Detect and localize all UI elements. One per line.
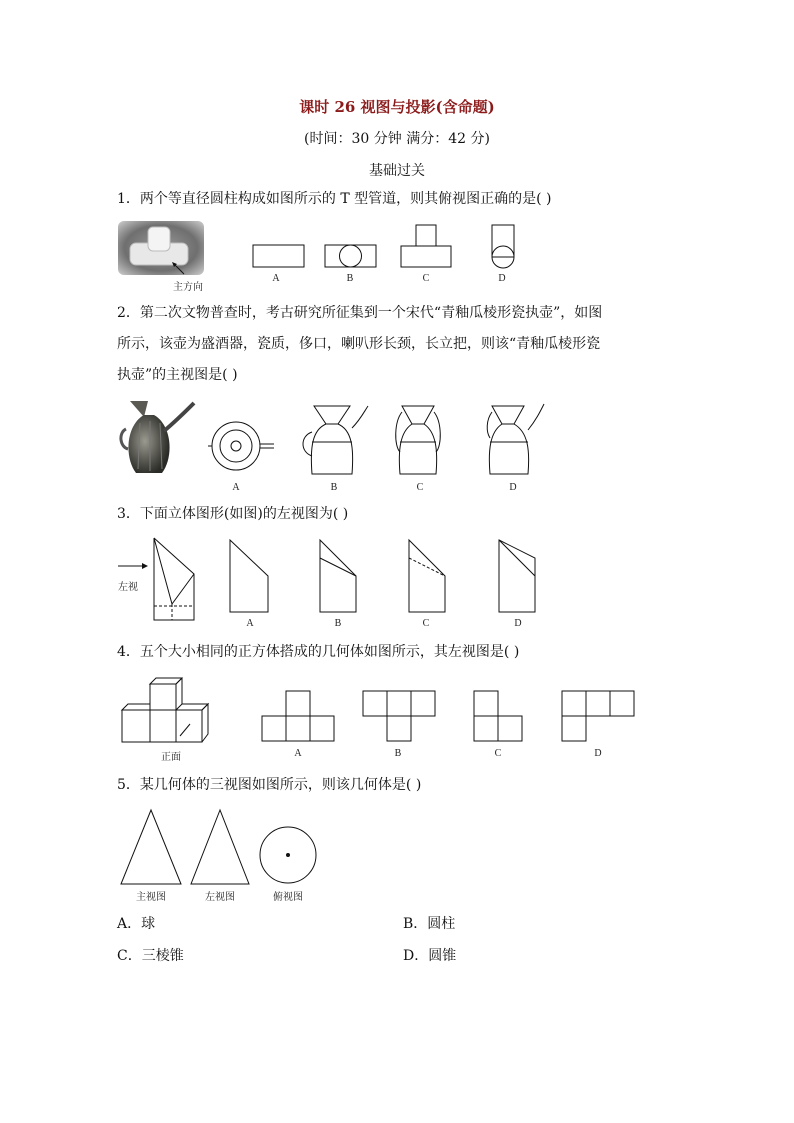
ewer-photo — [118, 397, 198, 477]
question-2-text — [117, 298, 687, 391]
q5-front-view-figure — [118, 808, 184, 886]
q1-option-d-figure — [488, 222, 518, 272]
q2-option-a-figure — [204, 418, 280, 474]
q5-answer-a: A．球 — [117, 916, 156, 932]
main-direction-label: 主方向 — [173, 282, 203, 293]
q3-option-b-label: B — [334, 618, 342, 629]
q3-option-a-figure — [226, 536, 272, 616]
q3-option-c-label: C — [422, 618, 430, 629]
q4-option-c-figure — [470, 688, 526, 744]
top-view-label: 俯视图 — [273, 892, 303, 903]
q2-option-a-label: A — [232, 482, 240, 493]
q5-top-view-figure — [258, 826, 320, 888]
q3-solid-figure — [148, 534, 208, 626]
q5-answer-c: C．三棱锥 — [117, 948, 184, 964]
page-title: 课时 26 视图与投影(含命题) — [299, 98, 495, 116]
q3-option-d-figure — [495, 536, 541, 616]
question-4-text: 4．五个大小相同的正方体搭成的几何体如图所示，其左视图是( ) — [117, 644, 520, 660]
question-2-line-1: 2．第二次文物普查时，考古研究所征集到一个宋代“青釉瓜棱形瓷执壶”，如图 — [117, 305, 603, 321]
q4-cubes-figure — [118, 676, 214, 746]
q1-option-a-figure — [250, 242, 310, 270]
t-pipe-photo — [118, 221, 204, 275]
q2-option-b-label: B — [330, 482, 338, 493]
t-pipe-drawing — [118, 221, 204, 275]
q4-option-d-figure — [558, 688, 638, 744]
q2-option-c-label: C — [416, 482, 424, 493]
q4-option-a-label: A — [294, 748, 302, 759]
page-subtitle: (时间：30 分钟 满分：42 分) — [304, 131, 490, 147]
q4-option-b-label: B — [394, 748, 402, 759]
front-view-label: 主视图 — [136, 892, 166, 903]
q2-option-d-label: D — [509, 482, 517, 493]
q4-option-a-figure — [258, 688, 338, 744]
q5-answer-b: B．圆柱 — [403, 916, 456, 932]
question-5-text: 5．某几何体的三视图如图所示，则该几何体是( ) — [117, 777, 422, 793]
q3-option-d-label: D — [514, 618, 522, 629]
left-view-arrow-icon — [118, 560, 150, 572]
arrow-icon — [170, 262, 190, 276]
q5-side-view-figure — [188, 808, 252, 886]
q1-option-b-label: B — [346, 273, 354, 284]
q3-option-c-figure — [405, 536, 451, 616]
q1-option-a-label: A — [272, 273, 280, 284]
question-3-text: 3．下面立体图形(如图)的左视图为( ) — [117, 506, 349, 522]
left-view-label: 左视 — [118, 582, 138, 593]
q4-option-b-figure — [359, 688, 439, 744]
q1-option-d-label: D — [498, 273, 506, 284]
q1-option-c-label: C — [422, 273, 430, 284]
question-1-text: 1．两个等直径圆柱构成如图所示的 T 型管道，则其俯视图正确的是( ) — [117, 191, 552, 207]
question-2-line-3: 执壶”的主视图是( ) — [117, 367, 238, 383]
q2-option-c-figure — [392, 402, 446, 478]
q1-option-b-figure — [322, 242, 382, 270]
q1-option-c-figure — [398, 222, 456, 270]
q2-option-b-figure — [298, 402, 370, 478]
q4-option-c-label: C — [494, 748, 502, 759]
front-label: 正面 — [161, 752, 181, 763]
q4-option-d-label: D — [594, 748, 602, 759]
q2-option-d-figure — [484, 402, 546, 478]
side-view-label: 左视图 — [205, 892, 235, 903]
q5-answer-d: D．圆锥 — [403, 948, 457, 964]
section-heading: 基础过关 — [369, 163, 425, 179]
q3-option-b-figure — [316, 536, 362, 616]
question-2-line-2: 所示，该壶为盛酒器，瓷质，侈口，喇叭形长颈，长立把，则该“青釉瓜棱形瓷 — [117, 336, 601, 352]
q3-option-a-label: A — [246, 618, 254, 629]
